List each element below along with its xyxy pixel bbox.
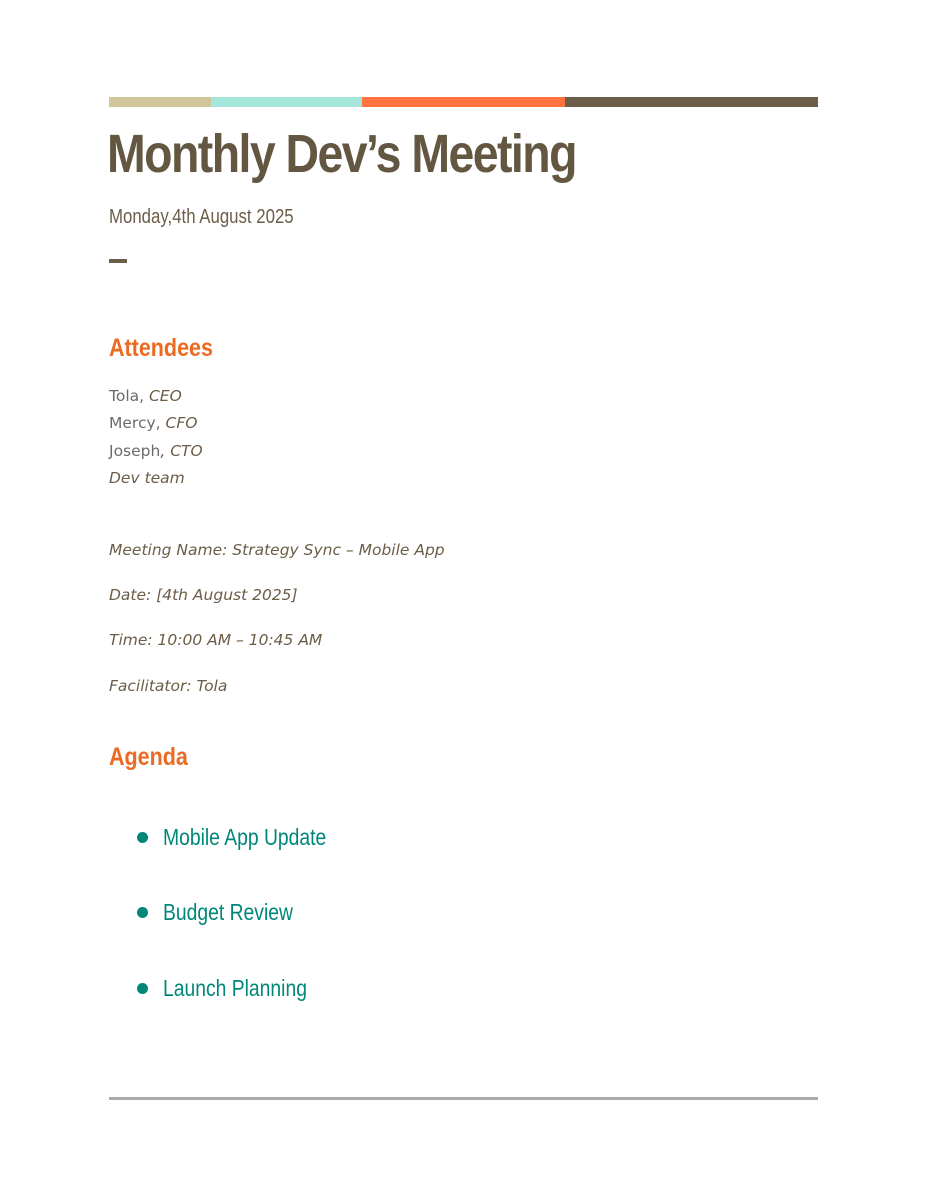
bullet-icon xyxy=(137,832,148,843)
agenda-item xyxy=(137,897,318,927)
attendee-name: Tola, xyxy=(109,387,149,405)
agenda-item-label: Launch Planning xyxy=(163,974,307,1001)
attendee-row xyxy=(109,410,203,437)
attendee-row xyxy=(109,383,203,410)
color-bar-segment-mint xyxy=(211,97,362,107)
meeting-time-detail: Time: 10:00 AM – 10:45 AM xyxy=(109,631,323,649)
attendee-name: Joseph xyxy=(109,441,161,460)
attendee-row xyxy=(109,438,203,465)
agenda-item xyxy=(137,822,357,852)
footer-rule xyxy=(109,1097,818,1100)
bullet-icon xyxy=(137,907,148,918)
page-title: Monthly Dev’s Meeting xyxy=(107,124,576,184)
color-bar-segment-orange xyxy=(362,97,565,107)
agenda-item-label: Mobile App Update xyxy=(163,823,327,850)
facilitator-detail: Facilitator: Tola xyxy=(109,677,228,695)
color-bar-segment-tan xyxy=(109,97,211,107)
bullet-icon xyxy=(137,983,148,994)
attendee-role: , CTO xyxy=(160,441,203,460)
agenda-item-label: Budget Review xyxy=(163,898,293,925)
meeting-date-detail: Date: [4th August 2025] xyxy=(109,586,298,604)
meeting-name-detail: Meeting Name: Strategy Sync – Mobile App xyxy=(109,541,445,559)
agenda-heading: Agenda xyxy=(109,743,188,771)
attendee-name: Mercy, xyxy=(109,414,166,433)
color-bar-segment-brown xyxy=(565,97,818,107)
attendee-row xyxy=(109,465,203,492)
attendees-heading: Attendees xyxy=(109,334,213,362)
meeting-date-subtitle: Monday,4th August 2025 xyxy=(109,206,294,228)
attendees-list xyxy=(109,383,203,492)
attendee-role: CFO xyxy=(165,414,198,433)
header-color-bar xyxy=(109,97,818,107)
attendee-role: CEO xyxy=(148,387,182,405)
agenda-item xyxy=(137,973,334,1003)
attendee-role: Dev team xyxy=(109,468,185,487)
title-divider-dash xyxy=(109,259,127,263)
